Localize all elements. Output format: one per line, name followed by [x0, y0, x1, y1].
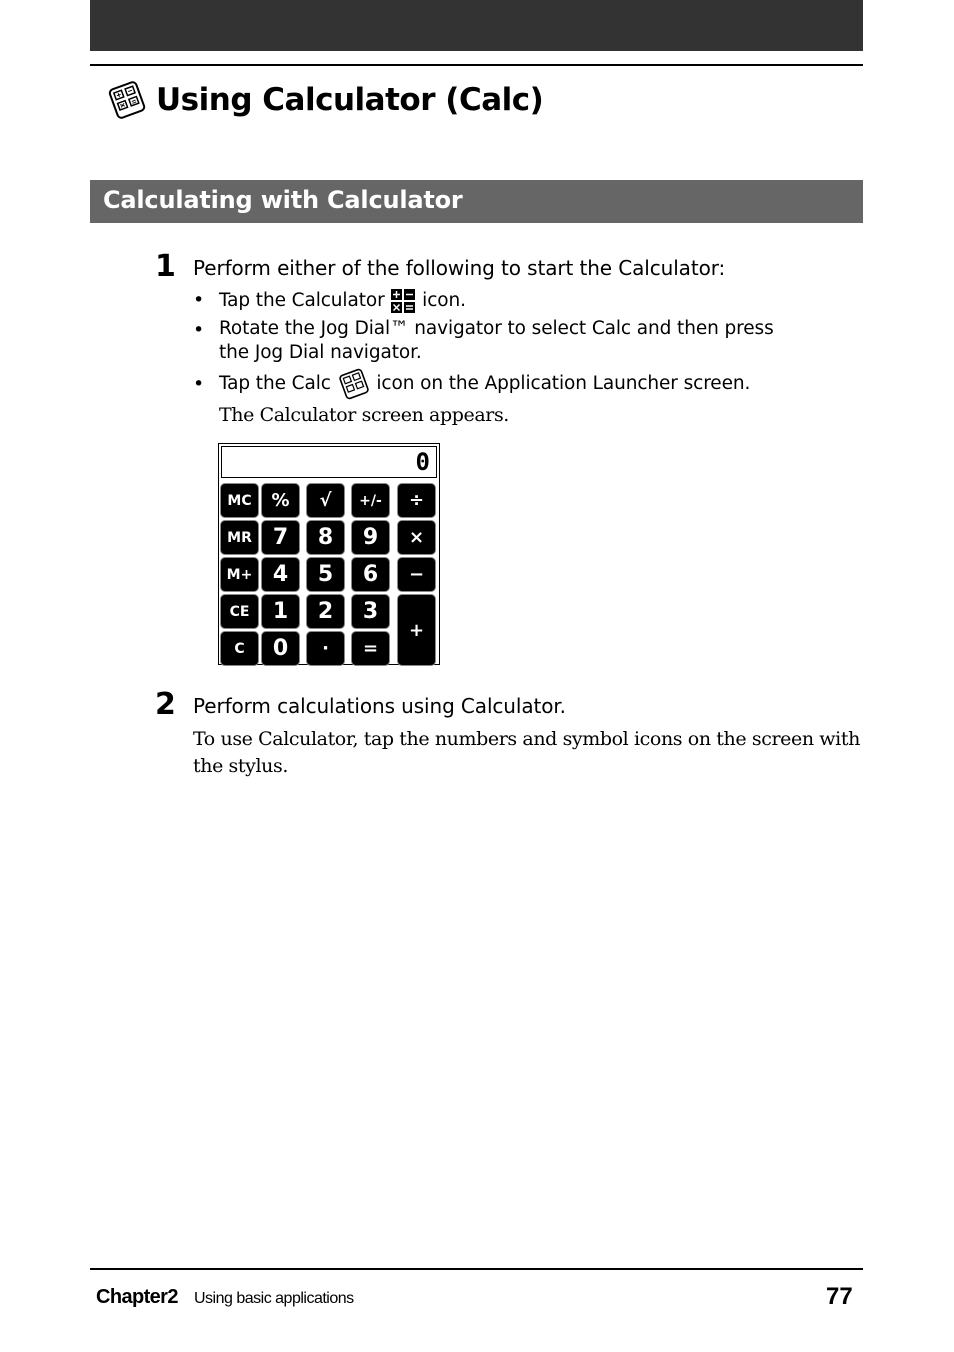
bullet-item: [219, 288, 466, 314]
key-0: 0: [261, 631, 300, 666]
footer-rule: [90, 1268, 863, 1270]
key-plus-minus: +/-: [351, 483, 390, 518]
page-title: Using Calculator (Calc): [156, 82, 544, 118]
key-6: 6: [351, 557, 390, 592]
bullet-marker: •: [193, 289, 205, 311]
key-minus: −: [397, 557, 436, 592]
key-percent: %: [261, 483, 300, 518]
bullet-text: Rotate the Jog Dial™ navigator to select Calc and then press: [219, 318, 774, 339]
section-title: Calculating with Calculator: [103, 186, 463, 214]
header-bar: [90, 0, 863, 51]
key-plus: +: [397, 594, 436, 666]
calculator-display-value: 0: [415, 448, 430, 476]
calculator-display: [221, 446, 437, 478]
header-rule: [90, 64, 863, 66]
page-number: 77: [826, 1283, 853, 1310]
key-7: 7: [261, 520, 300, 555]
bullet-text: icon on the Application Launcher screen.: [376, 373, 751, 394]
key-mr: MR: [220, 520, 259, 555]
section-header: [90, 180, 863, 223]
bullet-text: Tap the Calc: [219, 373, 331, 394]
bullet-text: Tap the Calculator: [219, 290, 385, 311]
bullet-text: the Jog Dial navigator.: [219, 342, 422, 363]
key-5: 5: [306, 557, 345, 592]
bullet-item: [219, 367, 750, 401]
footer-chapter: Chapter2: [96, 1286, 178, 1308]
key-mc: MC: [220, 483, 259, 518]
key-4: 4: [261, 557, 300, 592]
key-3: 3: [351, 594, 390, 629]
bullet-marker: •: [193, 373, 205, 395]
bullet-text: icon.: [422, 290, 466, 311]
key-2: 2: [306, 594, 345, 629]
step-text: Perform calculations using Calculator.: [193, 694, 566, 718]
step-number: 1: [155, 249, 176, 284]
key-1: 1: [261, 594, 300, 629]
key-divide: ÷: [397, 483, 436, 518]
key-9: 9: [351, 520, 390, 555]
calc-app-icon: [337, 367, 371, 401]
calc-app-icon: [106, 79, 148, 121]
bullet-marker: •: [193, 319, 205, 341]
key-ce: CE: [220, 594, 259, 629]
step-text: Perform either of the following to start the Calculator:: [193, 256, 726, 280]
page-title-row: [106, 76, 543, 124]
footer-chapter-title: Using basic applications: [194, 1290, 354, 1307]
calculator-screenshot: [218, 443, 440, 665]
key-c: C: [220, 631, 259, 666]
key-m-plus: M+: [220, 557, 259, 592]
step-number: 2: [155, 687, 176, 722]
step-note: To use Calculator, tap the numbers and symbol icons on the screen with: [193, 728, 860, 750]
key-8: 8: [306, 520, 345, 555]
step-note: the stylus.: [193, 755, 288, 777]
step-note: The Calculator screen appears.: [219, 404, 509, 426]
key-equals: =: [351, 631, 390, 666]
calculator-silkscreen-icon: [390, 288, 416, 314]
key-sqrt: √: [306, 483, 345, 518]
key-decimal: ·: [306, 631, 345, 666]
key-multiply: ×: [397, 520, 436, 555]
